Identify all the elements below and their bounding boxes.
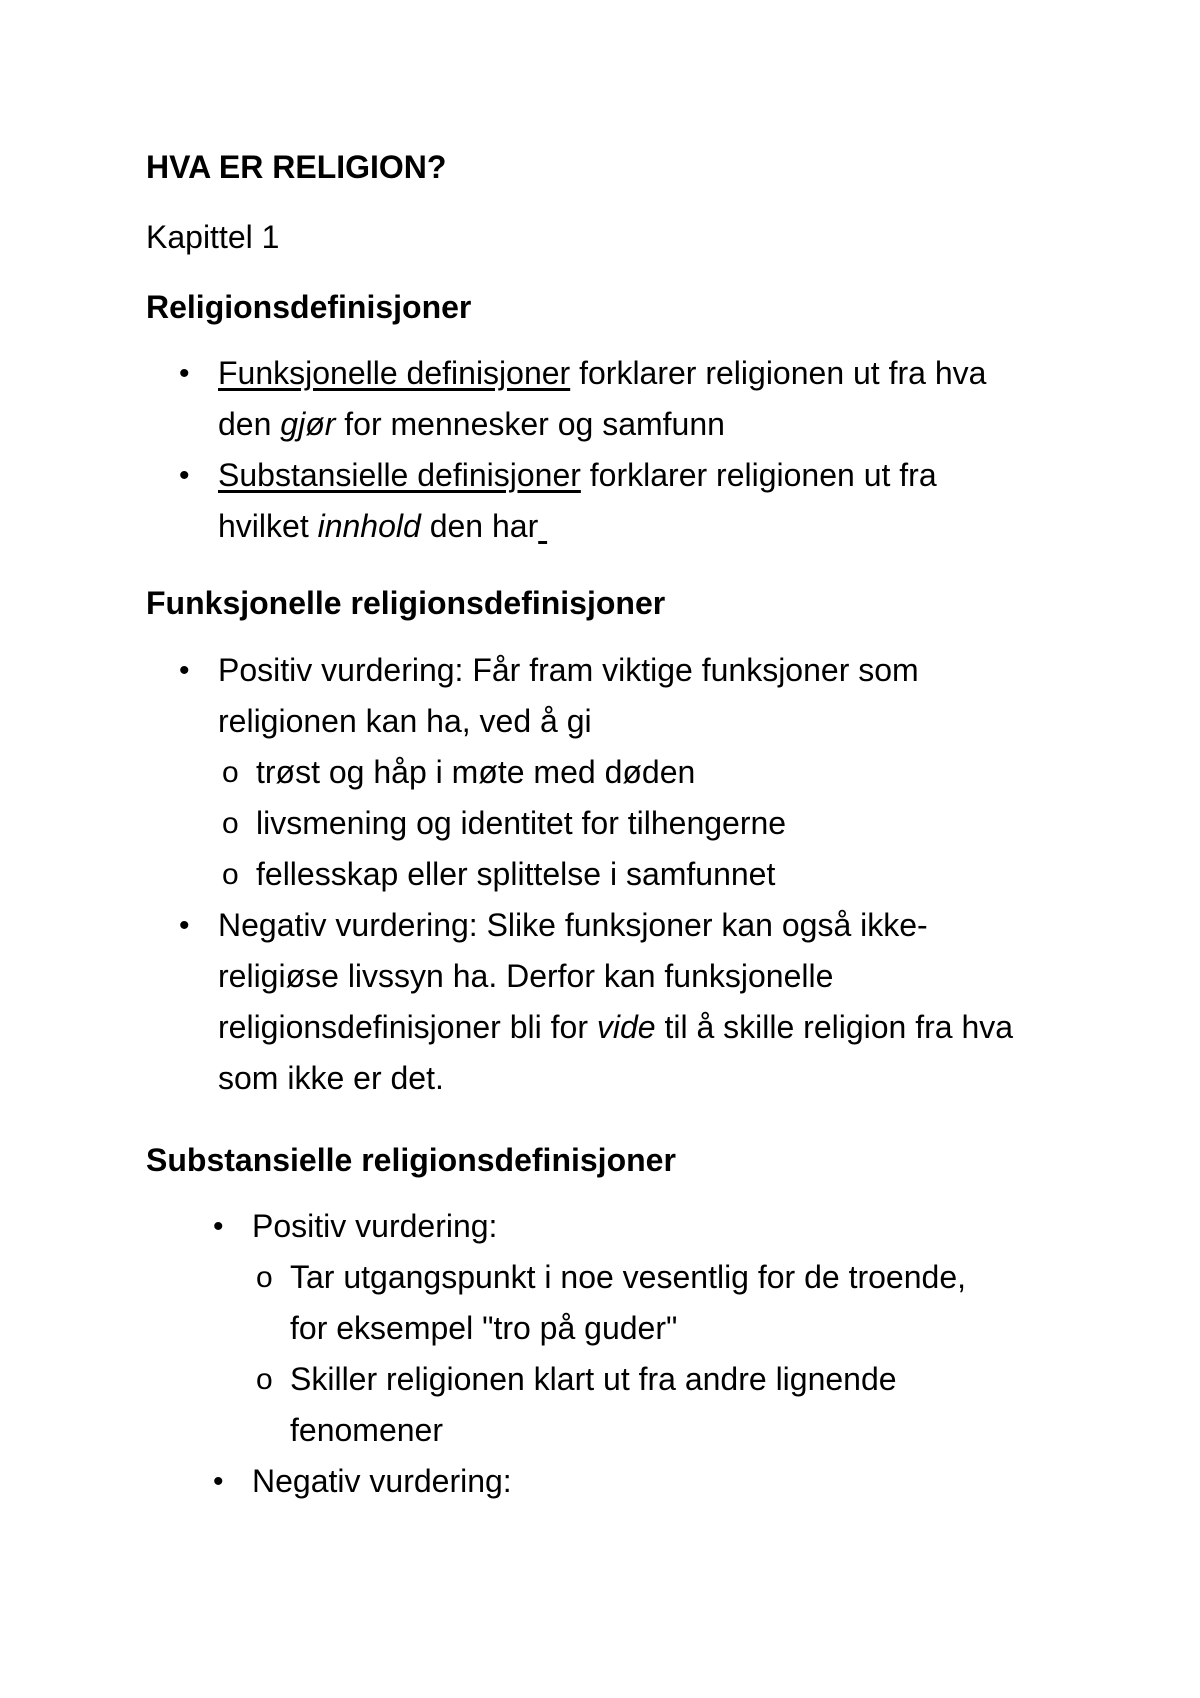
sub-list-item: o trøst og håp i møte med døden xyxy=(218,747,1013,798)
emphasis-text: innhold xyxy=(317,508,421,544)
sub-list-text: for eksempel "tro på guder" xyxy=(290,1310,678,1346)
sub-list-item xyxy=(252,1354,966,1456)
list-item-text: hvilket xyxy=(218,508,318,544)
list-item-negative xyxy=(180,1456,966,1507)
substansielle-evaluation-list xyxy=(180,1201,966,1507)
section-heading-religionsdefinisjoner: Religionsdefinisjoner xyxy=(146,289,472,325)
document-page xyxy=(146,0,1076,1698)
emphasis-text: gjør xyxy=(280,406,336,442)
list-item-text: • Positiv vurdering: xyxy=(252,1208,498,1244)
list-item-text: som ikke er det. xyxy=(218,1060,444,1096)
page-title: HVA ER RELIGION? xyxy=(146,149,447,185)
list-item xyxy=(146,348,986,450)
list-item-text: • Negativ vurdering: xyxy=(252,1463,512,1499)
section-heading-funksjonelle: Funksjonelle religionsdefinisjoner xyxy=(146,585,666,621)
sub-list xyxy=(218,747,1013,900)
list-item-positive xyxy=(146,645,1013,900)
emphasis-text: vide xyxy=(596,1009,656,1045)
term-funksjonelle: Funksjonelle definisjoner xyxy=(218,355,571,391)
sub-list-item: o fellesskap eller splittelse i samfunnet xyxy=(218,849,1013,900)
funksjonelle-evaluation-list xyxy=(146,645,1013,1104)
sub-list-text: o Tar utgangspunkt i noe vesentlig for de troende, xyxy=(290,1259,966,1295)
sub-list-item: o livsmening og identitet for tilhengerne xyxy=(218,798,1013,849)
list-item-text: den xyxy=(218,406,281,442)
list-item-text: religiøse livssyn ha. Derfor kan funksjonelle xyxy=(218,958,834,994)
list-item-text: den har xyxy=(420,508,539,544)
term-substansielle: Substansielle definisjoner xyxy=(218,457,581,493)
sub-list-text: o Skiller religionen klart ut fra andre lignende xyxy=(290,1361,897,1397)
list-item-text: • Negativ vurdering: Slike funksjoner kan også ikke- xyxy=(218,907,928,943)
sub-list xyxy=(252,1252,966,1456)
list-item xyxy=(146,450,986,552)
sub-list-item xyxy=(252,1252,966,1354)
definitions-list xyxy=(146,348,986,552)
chapter-label: Kapittel 1 xyxy=(146,219,280,255)
list-item-text: til å skille religion fra hva xyxy=(655,1009,1014,1045)
list-item-text: forklarer religionen ut fra hva xyxy=(570,355,987,391)
trailing-underline xyxy=(538,508,547,544)
list-item-text: religionsdefinisjoner bli for xyxy=(218,1009,597,1045)
section-heading-substansielle: Substansielle religionsdefinisjoner xyxy=(146,1142,676,1178)
list-item-text: religionen kan ha, ved å gi xyxy=(218,703,592,739)
list-item-text: forklarer religionen ut fra xyxy=(580,457,937,493)
sub-list-text: fenomener xyxy=(290,1412,443,1448)
list-item-positive xyxy=(180,1201,966,1456)
list-item-text: for mennesker og samfunn xyxy=(335,406,725,442)
list-item-negative xyxy=(146,900,1013,1104)
list-item-text: • Positiv vurdering: Får fram viktige funksjoner som xyxy=(218,652,919,688)
